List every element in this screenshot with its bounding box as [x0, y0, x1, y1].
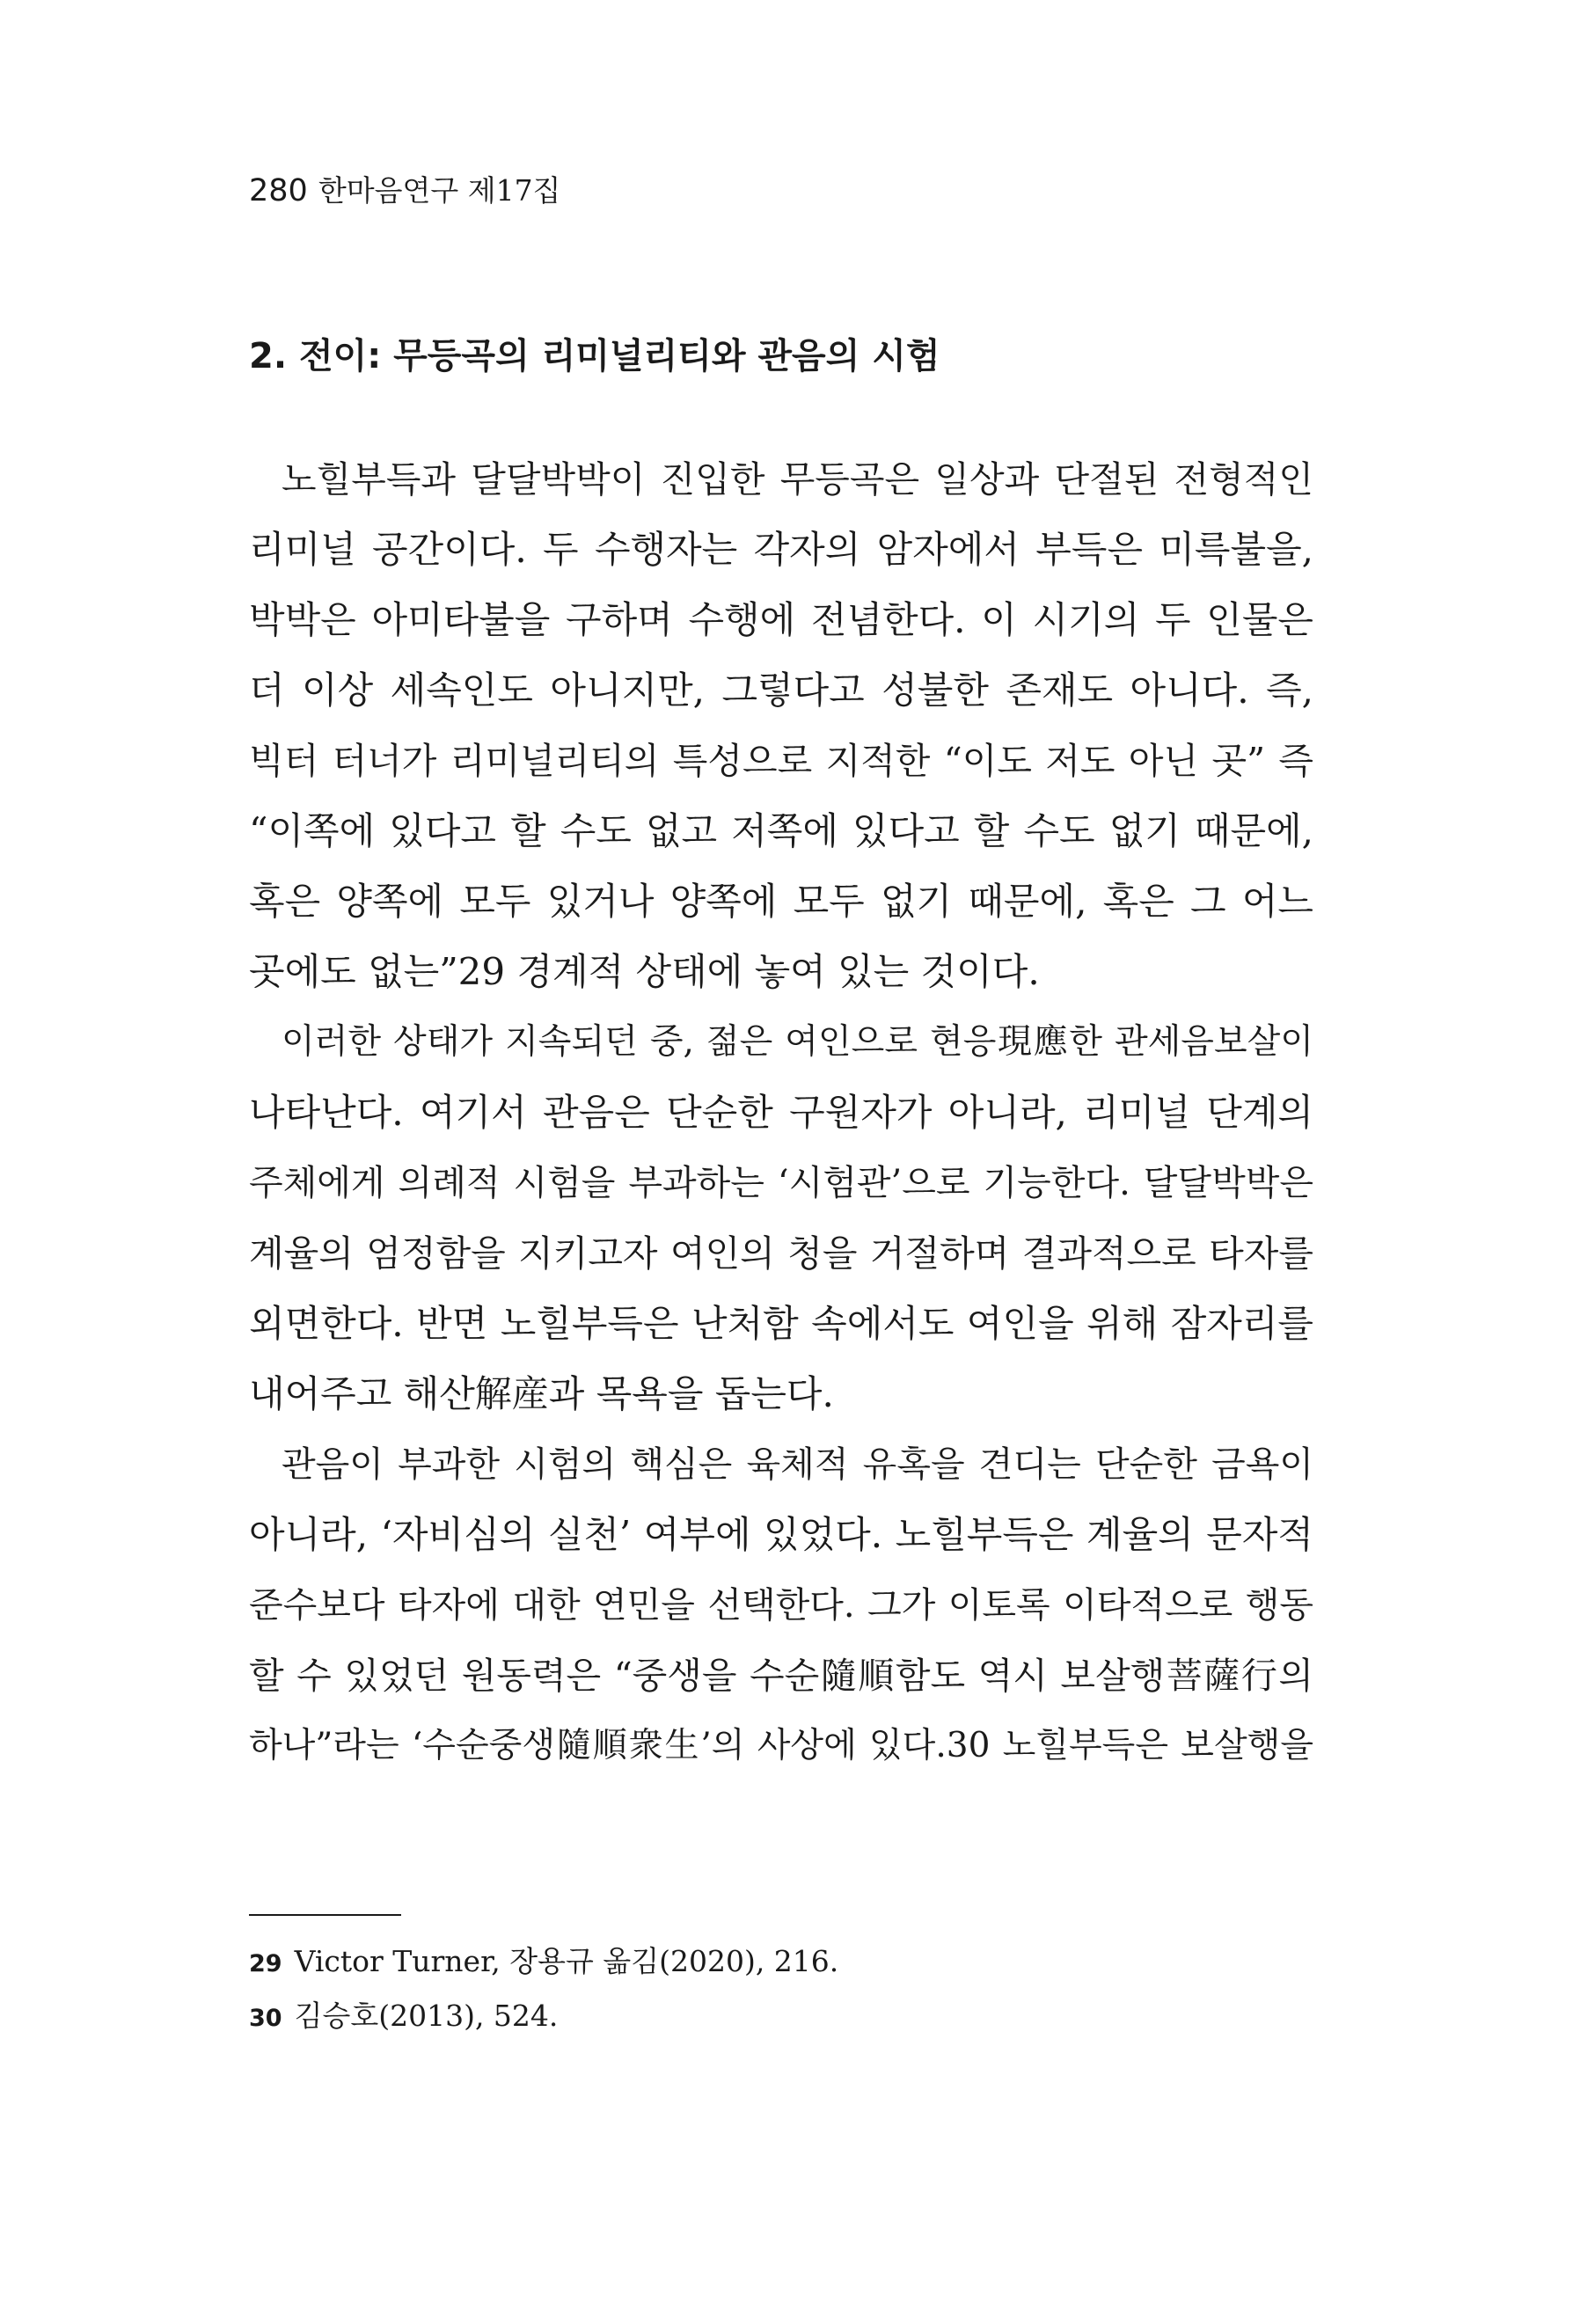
- footnote: [249, 1991, 558, 2041]
- body-line: 박박은 아미타불을 구하며 수행에 전념한다. 이 시기의 두 인물은: [249, 598, 1313, 641]
- footnote-number: 30: [249, 2005, 282, 2032]
- footnote-divider: [249, 1914, 401, 1916]
- body-line: “이쪽에 있다고 할 수도 없고 저쪽에 있다고 할 수도 없기 때문에,: [249, 809, 1313, 852]
- body-line: 리미널 공간이다. 두 수행자는 각자의 암자에서 부득은 미륵불을,: [249, 528, 1313, 571]
- page-number: 280: [249, 173, 308, 208]
- running-head: [249, 169, 560, 213]
- body-line: 노힐부득과 달달박박이 진입한 무등곡은 일상과 단절된 전형적인: [282, 458, 1313, 501]
- body-line: 곳에도 없는”29 경계적 상태에 놓여 있는 것이다.: [249, 950, 1040, 993]
- section-heading: 2. 전이: 무등곡의 리미널리티와 관음의 시험: [249, 336, 940, 376]
- body-line: 내어주고 해산解産과 목욕을 돕는다.: [249, 1372, 834, 1415]
- body-line: 준수보다 타자에 대한 연민을 선택한다. 그가 이토록 이타적으로 행동: [249, 1585, 1313, 1626]
- footnote: [249, 1937, 838, 1986]
- body-line: 관음이 부과한 시험의 핵심은 육체적 유혹을 견디는 단순한 금욕이: [282, 1444, 1313, 1485]
- body-line: 혹은 양쪽에 모두 있거나 양쪽에 모두 없기 때문에, 혹은 그 어느: [249, 880, 1313, 923]
- body-line: 할 수 있었던 원동력은 “중생을 수순隨順함도 역시 보살행菩薩行의: [249, 1655, 1313, 1697]
- body-line: 하나”라는 ‘수순중생隨順衆生’의 사상에 있다.30 노힐부득은 보살행을: [249, 1726, 1313, 1765]
- footnote-text: 김승호(2013), 524.: [294, 1999, 559, 2033]
- body-line: 나타난다. 여기서 관음은 단순한 구원자가 아니라, 리미널 단계의: [249, 1091, 1313, 1134]
- journal-title: 한마음연구 제17집: [318, 173, 561, 208]
- footnote-number: 29: [249, 1950, 282, 1977]
- body-line: 주체에게 의례적 시험을 부과하는 ‘시험관’으로 기능한다. 달달박박은: [249, 1163, 1313, 1203]
- body-line: 이러한 상태가 지속되던 중, 젊은 여인으로 현응現應한 관세음보살이: [282, 1022, 1313, 1062]
- footnote-text: Victor Turner, 장용규 옮김(2020), 216.: [294, 1944, 839, 1978]
- body-line: 빅터 터너가 리미널리티의 특성으로 지적한 “이도 저도 아닌 곳” 즉: [249, 740, 1313, 782]
- body-line: 더 이상 세속인도 아니지만, 그렇다고 성불한 존재도 아니다. 즉,: [249, 669, 1313, 712]
- body-line: 아니라, ‘자비심의 실천’ 여부에 있었다. 노힐부득은 계율의 문자적: [249, 1513, 1313, 1556]
- body-line: 외면한다. 반면 노힐부득은 난처함 속에서도 여인을 위해 잠자리를: [249, 1302, 1313, 1345]
- body-line: 계율의 엄정함을 지키고자 여인의 청을 거절하며 결과적으로 타자를: [249, 1232, 1313, 1275]
